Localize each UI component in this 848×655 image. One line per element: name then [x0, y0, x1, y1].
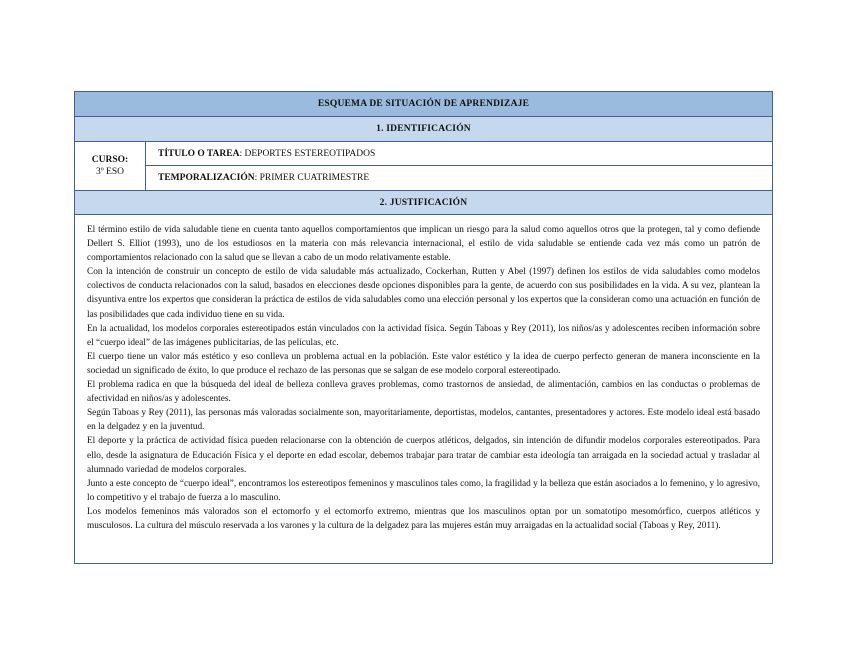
learning-situation-table [74, 91, 773, 564]
temporalizacion-label: TEMPORALIZACIÓN [158, 173, 255, 183]
paragraph: El problema radica en que la búsqueda del ideal de belleza conlleva graves problemas, como trastornos de ansiedad, de alimentación, cambios en las conductas o problemas de afectividad en niños/as y adolescentes. [87, 380, 760, 405]
paragraph: El deporte y la práctica de actividad física pueden relacionarse con la obtención de cuerpos atléticos, delgados, sin intención de difundir modelos corporales estereotipados. Para ello, desde la asignatura de Educación Física y el deporte en edad escolar, debemos trabajar para tratar de cambiar esta ideología tan arraigada en la sociedad actual y trasladar al alumnado variedad de modelos corporales. [87, 436, 760, 475]
paragraph: El término estilo de vida saludable tiene en cuenta tanto aquellos comportamientos que implican un riesgo para la salud como aquellos otros que la protegen, tal y como defiende Dellert S. Elliot (1993), uno de los estudiosos en la materia con más relevancia internacional, el estilo de vida saludable se entiende cada vez más como un patrón de comportamientos relacionado con la salud que se llevan a cabo de un modo relativamente estable. [87, 225, 760, 264]
titulo-label: TÍTULO O TAREA [158, 148, 240, 159]
paragraph: Con la intención de construir un concepto de estilo de vida saludable más actualizado, Cockerhan, Rutten y Abel (1997) definen los estilos de vida saludables como modelos colectivos de conducta relacionados con la salud, basados en elecciones desde opciones disponibles para la gente, de acuerdo con sus posibilidades en la vida. A su vez, plantean la disyuntiva entre los expertos que consideran la práctica de estilos de vida saludables como una elección personal y los expertos que la consideran como una actuación en función de las posibilidades que cada individuo tiene en su vida. [87, 267, 760, 320]
curso-cell [75, 142, 146, 190]
paragraph: Los modelos femeninos más valorados son el ectomorfo y el ectomorfo extremo, mientras que los masculinos optan por un somatotipo mesomórfico, cuerpos atléticos y musculosos. La cultura del músculo reservada a los varones y la cultura de la delgadez para las mujeres están muy arraigadas en la actualidad social (Taboas y Rey, 2011). [87, 506, 760, 531]
paragraph: El cuerpo tiene un valor más estético y eso conlleva un problema actual en la población. Este valor estético y la idea de cuerpo perfecto generan de manera inconsciente en la sociedad un significado de éxito, lo que produce el rechazo de las personas que se salgan de ese modelo corporal estereotipado. [87, 351, 760, 376]
curso-value: 3º ESO [95, 167, 125, 177]
titulo-value: : DEPORTES ESTEREOTIPADOS [239, 148, 376, 159]
table-title: ESQUEMA DE SITUACIÓN DE APRENDIZAJE [75, 92, 772, 117]
temporalizacion-cell [146, 166, 772, 190]
justification-text [87, 223, 760, 533]
section-justification-header: 2. JUSTIFICACIÓN [75, 191, 772, 215]
titulo-cell [146, 142, 772, 166]
identification-block [75, 142, 772, 191]
section-identification-header: 1. IDENTIFICACIÓN [75, 117, 772, 142]
paragraph: Junto a este concepto de “cuerpo ideal”, encontramos los estereotipos femeninos y masculinos tales como, la fragilidad y la belleza que están asociados a lo femenino, y lo agresivo, lo competitivo y el trabajo de fuerza a lo masculino. [87, 478, 760, 503]
curso-label: CURSO: [91, 155, 129, 165]
temporalizacion-value: : PRIMER CUATRIMESTRE [254, 173, 370, 183]
paragraph: Según Taboas y Rey (2011), las personas más valoradas socialmente son, mayoritariamente, deportistas, modelos, cantantes, presentadores y actores. Este modelo ideal está basado en la delgadez y en la juventud. [87, 408, 760, 433]
paragraph: En la actualidad, los modelos corporales estereotipados están vinculados con la actividad física. Según Taboas y Rey (2011), los niños/as y adolescentes reciben información sobre el “cuerpo ideal” de las imágenes publicitarias, de las películas, etc. [87, 323, 760, 348]
